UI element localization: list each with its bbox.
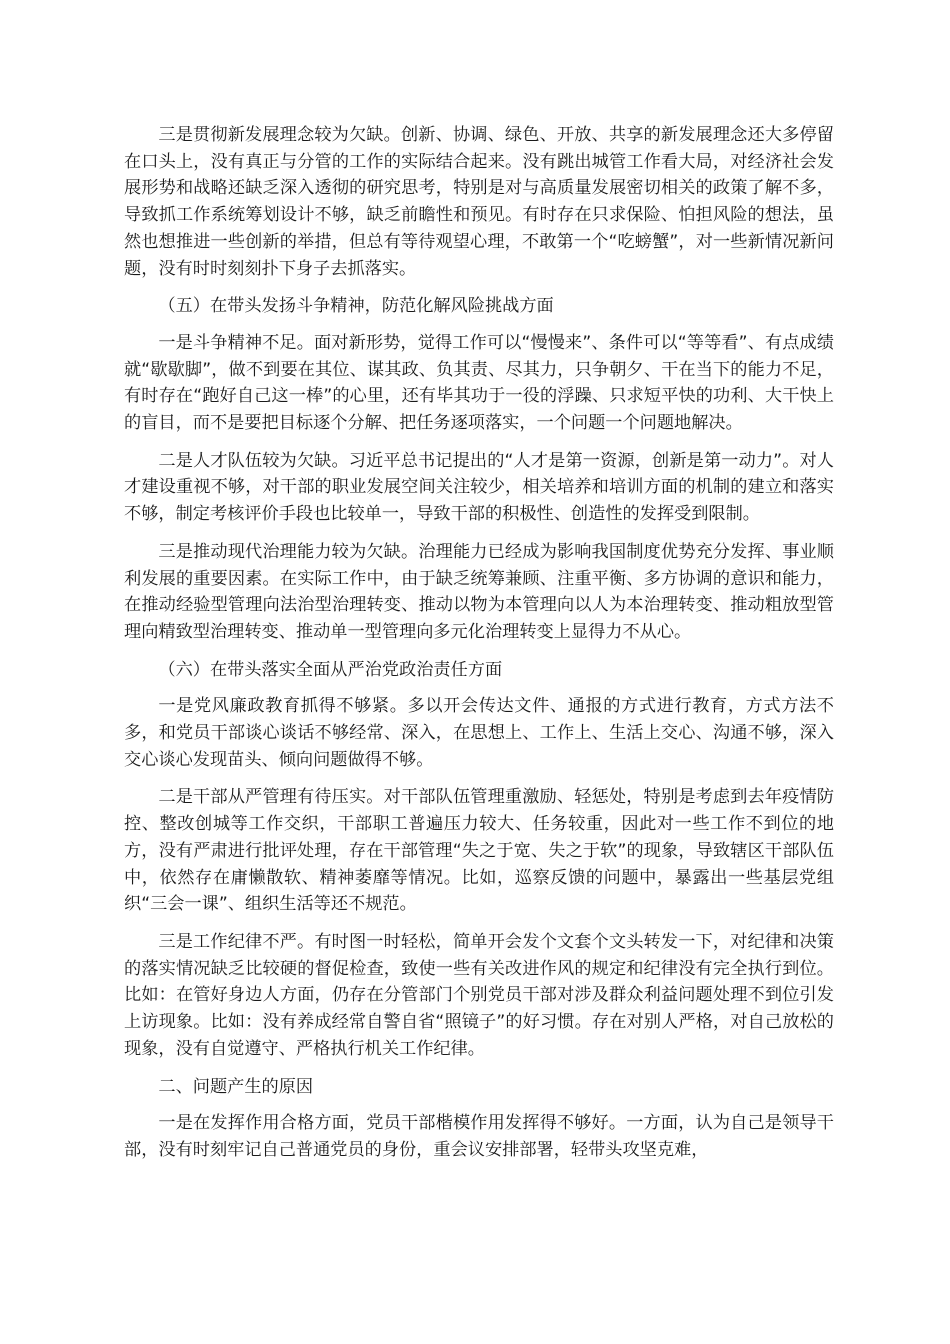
paragraph-struggle-spirit: 一是斗争精神不足。面对新形势，觉得工作可以“慢慢来”、条件可以“等等看”、有点成绩就“歇歇脚”，做不到要在其位、谋其政、负其责、尽其力，只争朝夕、干在当下的能力不足，有时存在“跑好自己这一棒”的心里，还有毕其功于一役的浮躁、只求短平快的功利、大干快上的盲目，而不是要把目标逐个分解、把任务逐项落实，一个问题一个问题地解决。: [124, 332, 834, 434]
section-heading-causes: 二、问题产生的原因: [158, 1076, 314, 1097]
paragraph-cadre-management: 二是干部从严管理有待压实。对干部队伍管理重激励、轻惩处，特别是考虑到去年疫情防控、整改创城等工作交织，干部职工普遍压力较大、任务较重，因此对一些工作不到位的地方，没有严肃进行批评处理，存在干部管理“失之于宽、失之于软”的现象，导致辖区干部队伍中，依然存在庸懒散软、精神萎靡等情况。比如，巡察反馈的问题中，暴露出一些基层党组织“三会一课”、组织生活等还不规范。: [124, 787, 834, 915]
document-body: [124, 122, 834, 1175]
section-heading-6: （六）在带头落实全面从严治党政治责任方面: [158, 659, 503, 680]
section-heading-5: （五）在带头发扬斗争精神，防范化解风险挑战方面: [158, 296, 554, 317]
paragraph-innovation-concept: 三是贯彻新发展理念较为欠缺。创新、协调、绿色、开放、共享的新发展理念还大多停留在口头上，没有真正与分管的工作的实际结合起来。没有跳出城管工作看大局，对经济社会发展形势和战略还缺乏深入透彻的研究思考，特别是对与高质量发展密切相关的政策了解不多，导致抓工作系统筹划设计不够，缺乏前瞻性和预见。有时存在只求保险、怕担风险的想法，虽然也想推进一些创新的举措，但总有等待观望心理，不敢第一个“吃螃蟹”，对一些新情况新问题，没有时时刻刻扑下身子去抓落实。: [124, 125, 834, 279]
paragraph-governance-capacity: 三是推动现代治理能力较为欠缺。治理能力已经成为影响我国制度优势充分发挥、事业顺利发展的重要因素。在实际工作中，由于缺乏统筹兼顾、注重平衡、多方协调的意识和能力，在推动经验型管理向法治型治理转变、推动以物为本管理向以人为本治理转变、推动粗放型管理向精致型治理转变、推动单一型管理向多元化治理转变上显得力不从心。: [124, 541, 834, 642]
paragraph-role-model: 一是在发挥作用合格方面，党员干部楷模作用发挥得不够好。一方面，认为自己是领导干部，没有时刻牢记自己普通党员的身份，重会议安排部署，轻带头攻坚克难，: [124, 1113, 834, 1160]
paragraph-talent-team: 二是人才队伍较为欠缺。习近平总书记提出的“人才是第一资源，创新是第一动力”。对人才建设重视不够，对干部的职业发展空间关注较少，相关培养和培训方面的机制的建立和落实不够，制定考核评价手段也比较单一，导致干部的积极性、创造性的发挥受到限制。: [124, 450, 834, 525]
paragraph-integrity-education: 一是党风廉政教育抓得不够紧。多以开会传达文件、通报的方式进行教育，方式方法不多，和党员干部谈心谈话不够经常、深入，在思想上、工作上、生活上交心、沟通不够，深入交心谈心发现苗头、倾向问题做得不够。: [124, 696, 834, 770]
paragraph-work-discipline: 三是工作纪律不严。有时图一时轻松，简单开会发个文套个文头转发一下，对纪律和决策的落实情况缺乏比较硬的督促检查，致使一些有关改进作风的规定和纪律没有完全执行到位。比如：在管好身边人方面，仍存在分管部门个别党员干部对涉及群众利益问题处理不到位引发上访现象。比如：没有养成经常自警自省“照镜子”的好习惯。存在对别人严格，对自己放松的现象，没有自觉遵守、严格执行机关工作纪律。: [124, 931, 834, 1059]
